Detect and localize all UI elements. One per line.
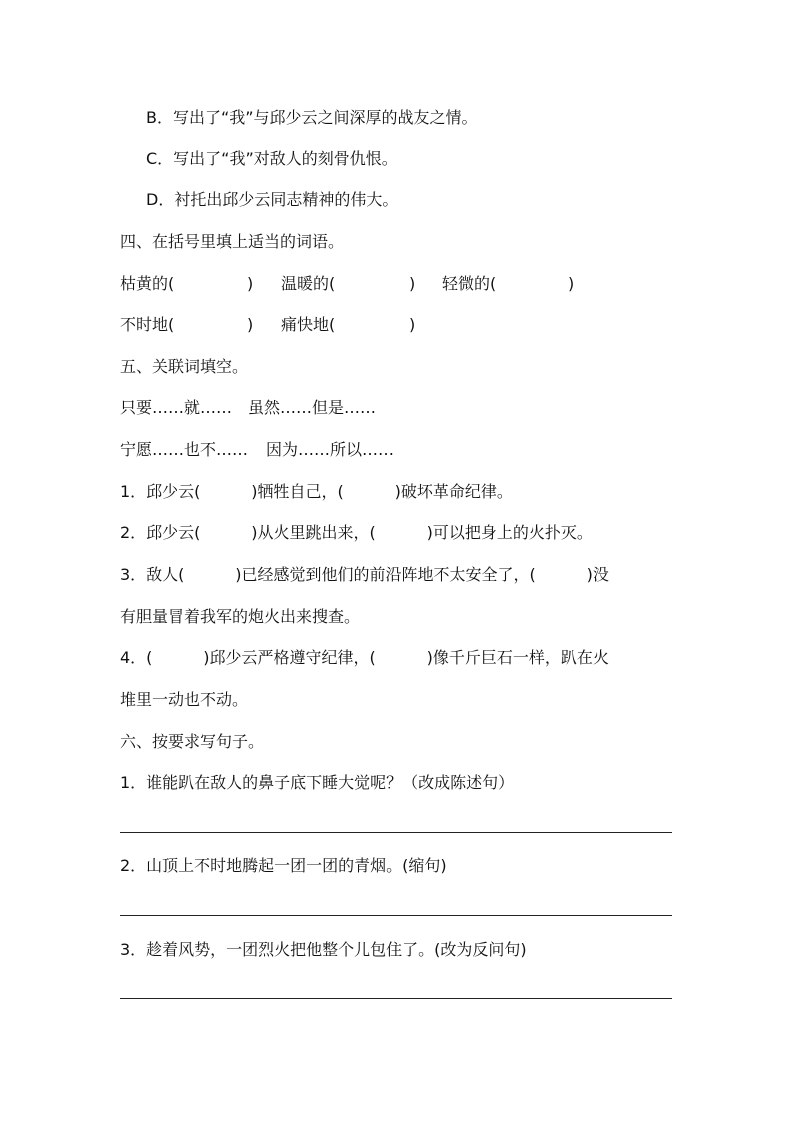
fill-blank-close: ) [247, 274, 254, 293]
answer-line[interactable] [120, 998, 672, 999]
fill-blank-wennuan: 温暖的( [281, 274, 336, 293]
connective-word: 虽然……但是…… [248, 398, 377, 417]
question-6-1: 1．谁能趴在敌人的鼻子底下睡大觉呢？（改成陈述句） [120, 773, 515, 792]
fill-blank-qingwei: 轻微的( [442, 274, 497, 293]
fill-blank-close: ) [409, 274, 416, 293]
section-4-heading: 四、在括号里填上适当的词语。 [120, 232, 345, 251]
connective-word: 宁愿……也不…… [120, 440, 249, 459]
fill-blank-close: ) [247, 315, 254, 334]
section-6-heading: 六、按要求写句子。 [120, 732, 265, 751]
fill-blank-tongkuai: 痛快地( [281, 315, 336, 334]
question-5-3: 3．敌人( )已经感觉到他们的前沿阵地不太安全了，( )没 [120, 565, 609, 584]
answer-line[interactable] [120, 832, 672, 833]
fill-blank-kuhuang: 枯黄的( [120, 274, 175, 293]
connective-word: 只要……就…… [120, 398, 233, 417]
section-5-heading: 五、关联词填空。 [120, 357, 249, 376]
option-b: B．写出了“我”与邱少云之间深厚的战友之情。 [146, 108, 478, 127]
question-6-2: 2．山顶上不时地腾起一团一团的青烟。(缩句) [120, 856, 447, 875]
option-c: C．写出了“我”对敌人的刻骨仇恨。 [146, 149, 398, 168]
connective-word: 因为……所以…… [266, 440, 395, 459]
question-5-4: 4．( )邱少云严格遵守纪律，( )像千斤巨石一样，趴在火 [120, 648, 609, 667]
question-5-3-cont: 有胆量冒着我军的炮火出来搜查。 [120, 607, 361, 626]
fill-blank-bushi: 不时地( [120, 315, 175, 334]
answer-line[interactable] [120, 915, 672, 916]
option-d: D．衬托出邱少云同志精神的伟大。 [146, 190, 399, 209]
question-5-1: 1．邱少云( )牺牲自己，( )破坏革命纪律。 [120, 482, 513, 501]
fill-blank-close: ) [568, 274, 575, 293]
question-5-2: 2．邱少云( )从火里跳出来，( )可以把身上的火扑灭。 [120, 523, 593, 542]
fill-blank-close: ) [409, 315, 416, 334]
question-5-4-cont: 堆里一动也不动。 [120, 690, 249, 709]
question-6-3: 3．趁着风势，一团烈火把他整个儿包住了。(改为反问句) [120, 940, 527, 959]
